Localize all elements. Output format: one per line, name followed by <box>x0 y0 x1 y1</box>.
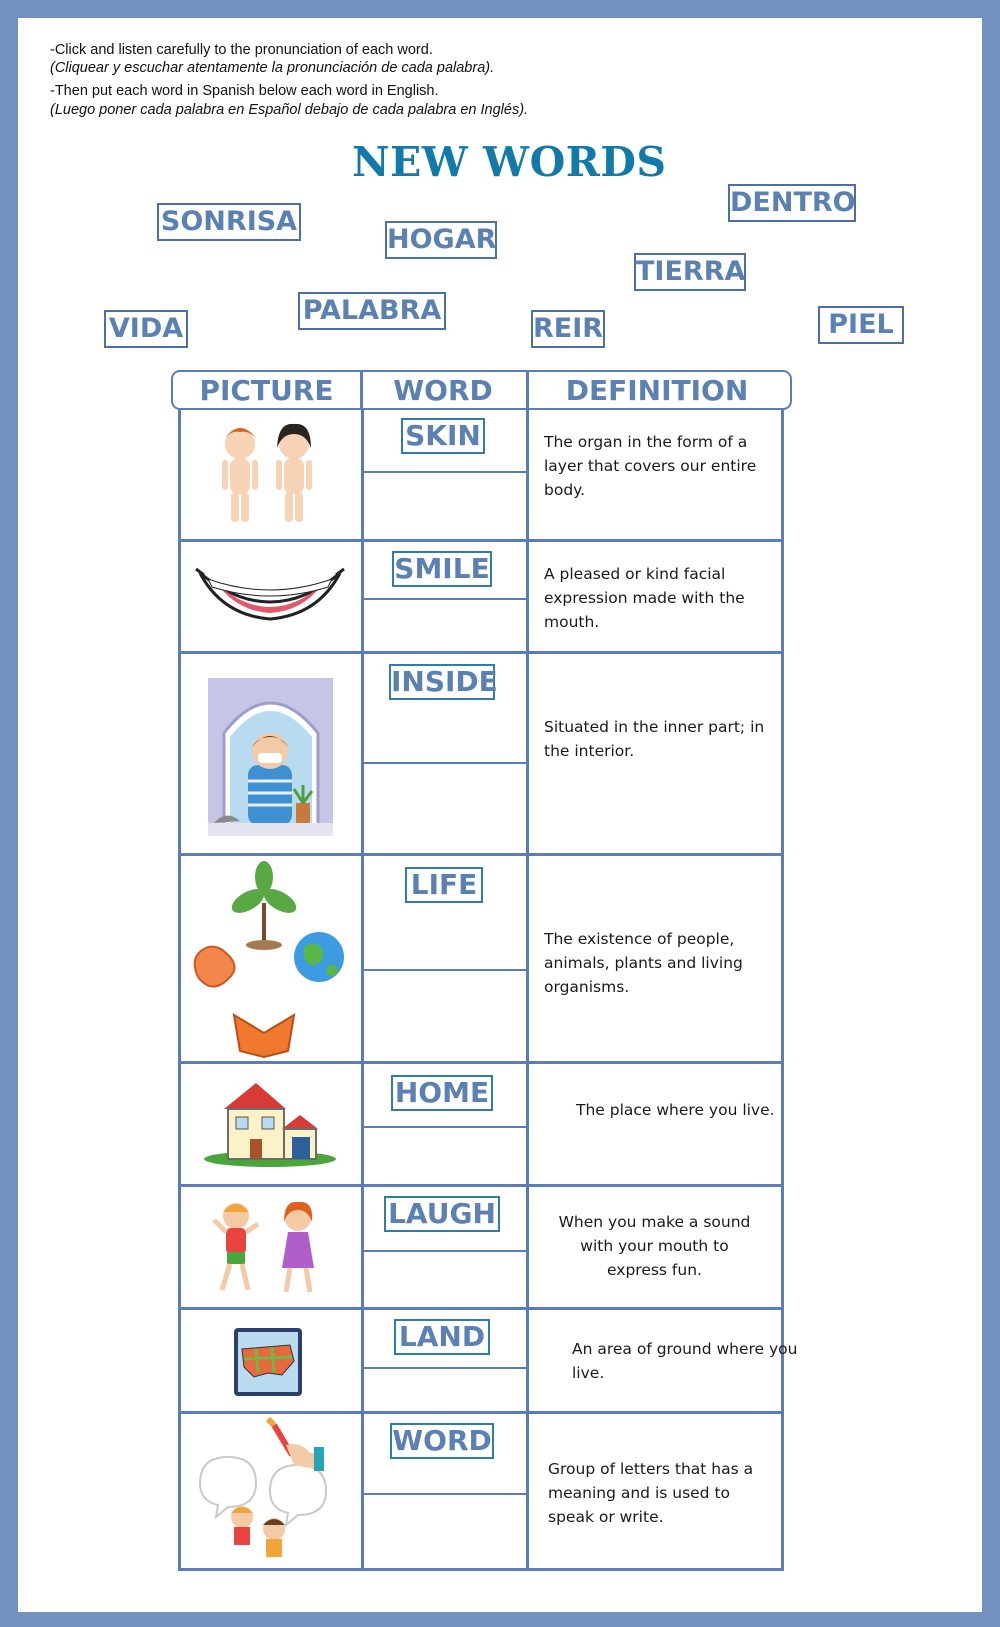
table-row <box>178 541 783 651</box>
instruction-1: -Click and listen carefully to the pronunciation of each word. <box>50 42 433 58</box>
definition-home: The place where you live. <box>576 1101 775 1119</box>
english-word-smile: SMILE <box>392 551 492 587</box>
header-picture: PICTURE <box>199 374 334 407</box>
header-divider <box>360 372 363 408</box>
english-word-laugh: LAUGH <box>384 1196 500 1232</box>
page-title: NEW WORDS <box>352 138 667 186</box>
english-word-life: LIFE <box>405 867 483 903</box>
drop-zone-skin[interactable] <box>362 471 527 541</box>
drop-zone-home[interactable] <box>362 1126 527 1186</box>
laughing-kids-icon <box>178 1186 362 1307</box>
word-chip-reir[interactable]: REIR <box>531 310 605 348</box>
word-chip-tierra[interactable]: TIERRA <box>634 253 746 291</box>
header-divider <box>526 372 529 408</box>
definition-life: The existence of people, animals, plants and living organisms. <box>544 930 743 996</box>
smile-mouth-icon <box>178 541 362 651</box>
header-definition: DEFINITION <box>565 374 749 407</box>
life-cycle-icon <box>178 855 362 1061</box>
english-word-word: WORD <box>390 1423 494 1459</box>
children-skin-icon <box>178 408 362 539</box>
word-chip-piel[interactable]: PIEL <box>818 306 904 344</box>
definition-laugh: When you make a sound with your mouth to express fun. <box>558 1213 751 1279</box>
table-row <box>178 1063 783 1184</box>
english-word-home: HOME <box>391 1075 493 1111</box>
drop-zone-life[interactable] <box>362 969 527 1063</box>
english-word-skin: SKIN <box>401 418 485 454</box>
table-row <box>178 855 783 1061</box>
table-row <box>178 1309 798 1411</box>
table-header <box>171 370 792 410</box>
table-row <box>178 653 783 853</box>
instruction-2: -Then put each word in Spanish below each word in English. <box>50 83 439 99</box>
house-icon <box>178 1063 362 1184</box>
drop-zone-land[interactable] <box>362 1367 527 1413</box>
table-row <box>178 408 783 539</box>
definition-skin: The organ in the form of a layer that covers our entire body. <box>544 433 757 499</box>
instruction-2-es: (Luego poner cada palabra en Español debajo de cada palabra en Inglés). <box>50 102 529 118</box>
word-chip-sonrisa[interactable]: SONRISA <box>157 203 301 241</box>
map-icon <box>178 1309 362 1411</box>
word-chip-vida[interactable]: VIDA <box>104 310 188 348</box>
boy-at-window-icon <box>178 653 362 853</box>
word-chip-palabra[interactable]: PALABRA <box>298 292 446 330</box>
instruction-1-es: (Cliquear y escuchar atentamente la pronunciación de cada palabra). <box>50 60 495 76</box>
table-row <box>178 1413 783 1568</box>
definition-word: Group of letters that has a meaning and is used to speak or write. <box>548 1460 754 1526</box>
definition-land: An area of ground where you live. <box>572 1340 798 1382</box>
definition-smile: A pleased or kind facial expression made with the mouth. <box>544 565 745 631</box>
word-chip-hogar[interactable]: HOGAR <box>385 221 497 259</box>
drop-zone-smile[interactable] <box>362 598 527 653</box>
definition-inside: Situated in the inner part; in the interior. <box>544 718 765 760</box>
drop-zone-word[interactable] <box>362 1493 527 1570</box>
english-word-land: LAND <box>394 1319 490 1355</box>
english-word-inside: INSIDE <box>391 665 498 698</box>
word-chip-dentro[interactable]: DENTRO <box>728 184 856 222</box>
table-row <box>178 1186 783 1307</box>
drop-zone-inside[interactable] <box>362 762 527 855</box>
drop-zone-laugh[interactable] <box>362 1250 527 1309</box>
header-word: WORD <box>393 374 493 407</box>
speaking-kids-icon <box>178 1413 362 1568</box>
